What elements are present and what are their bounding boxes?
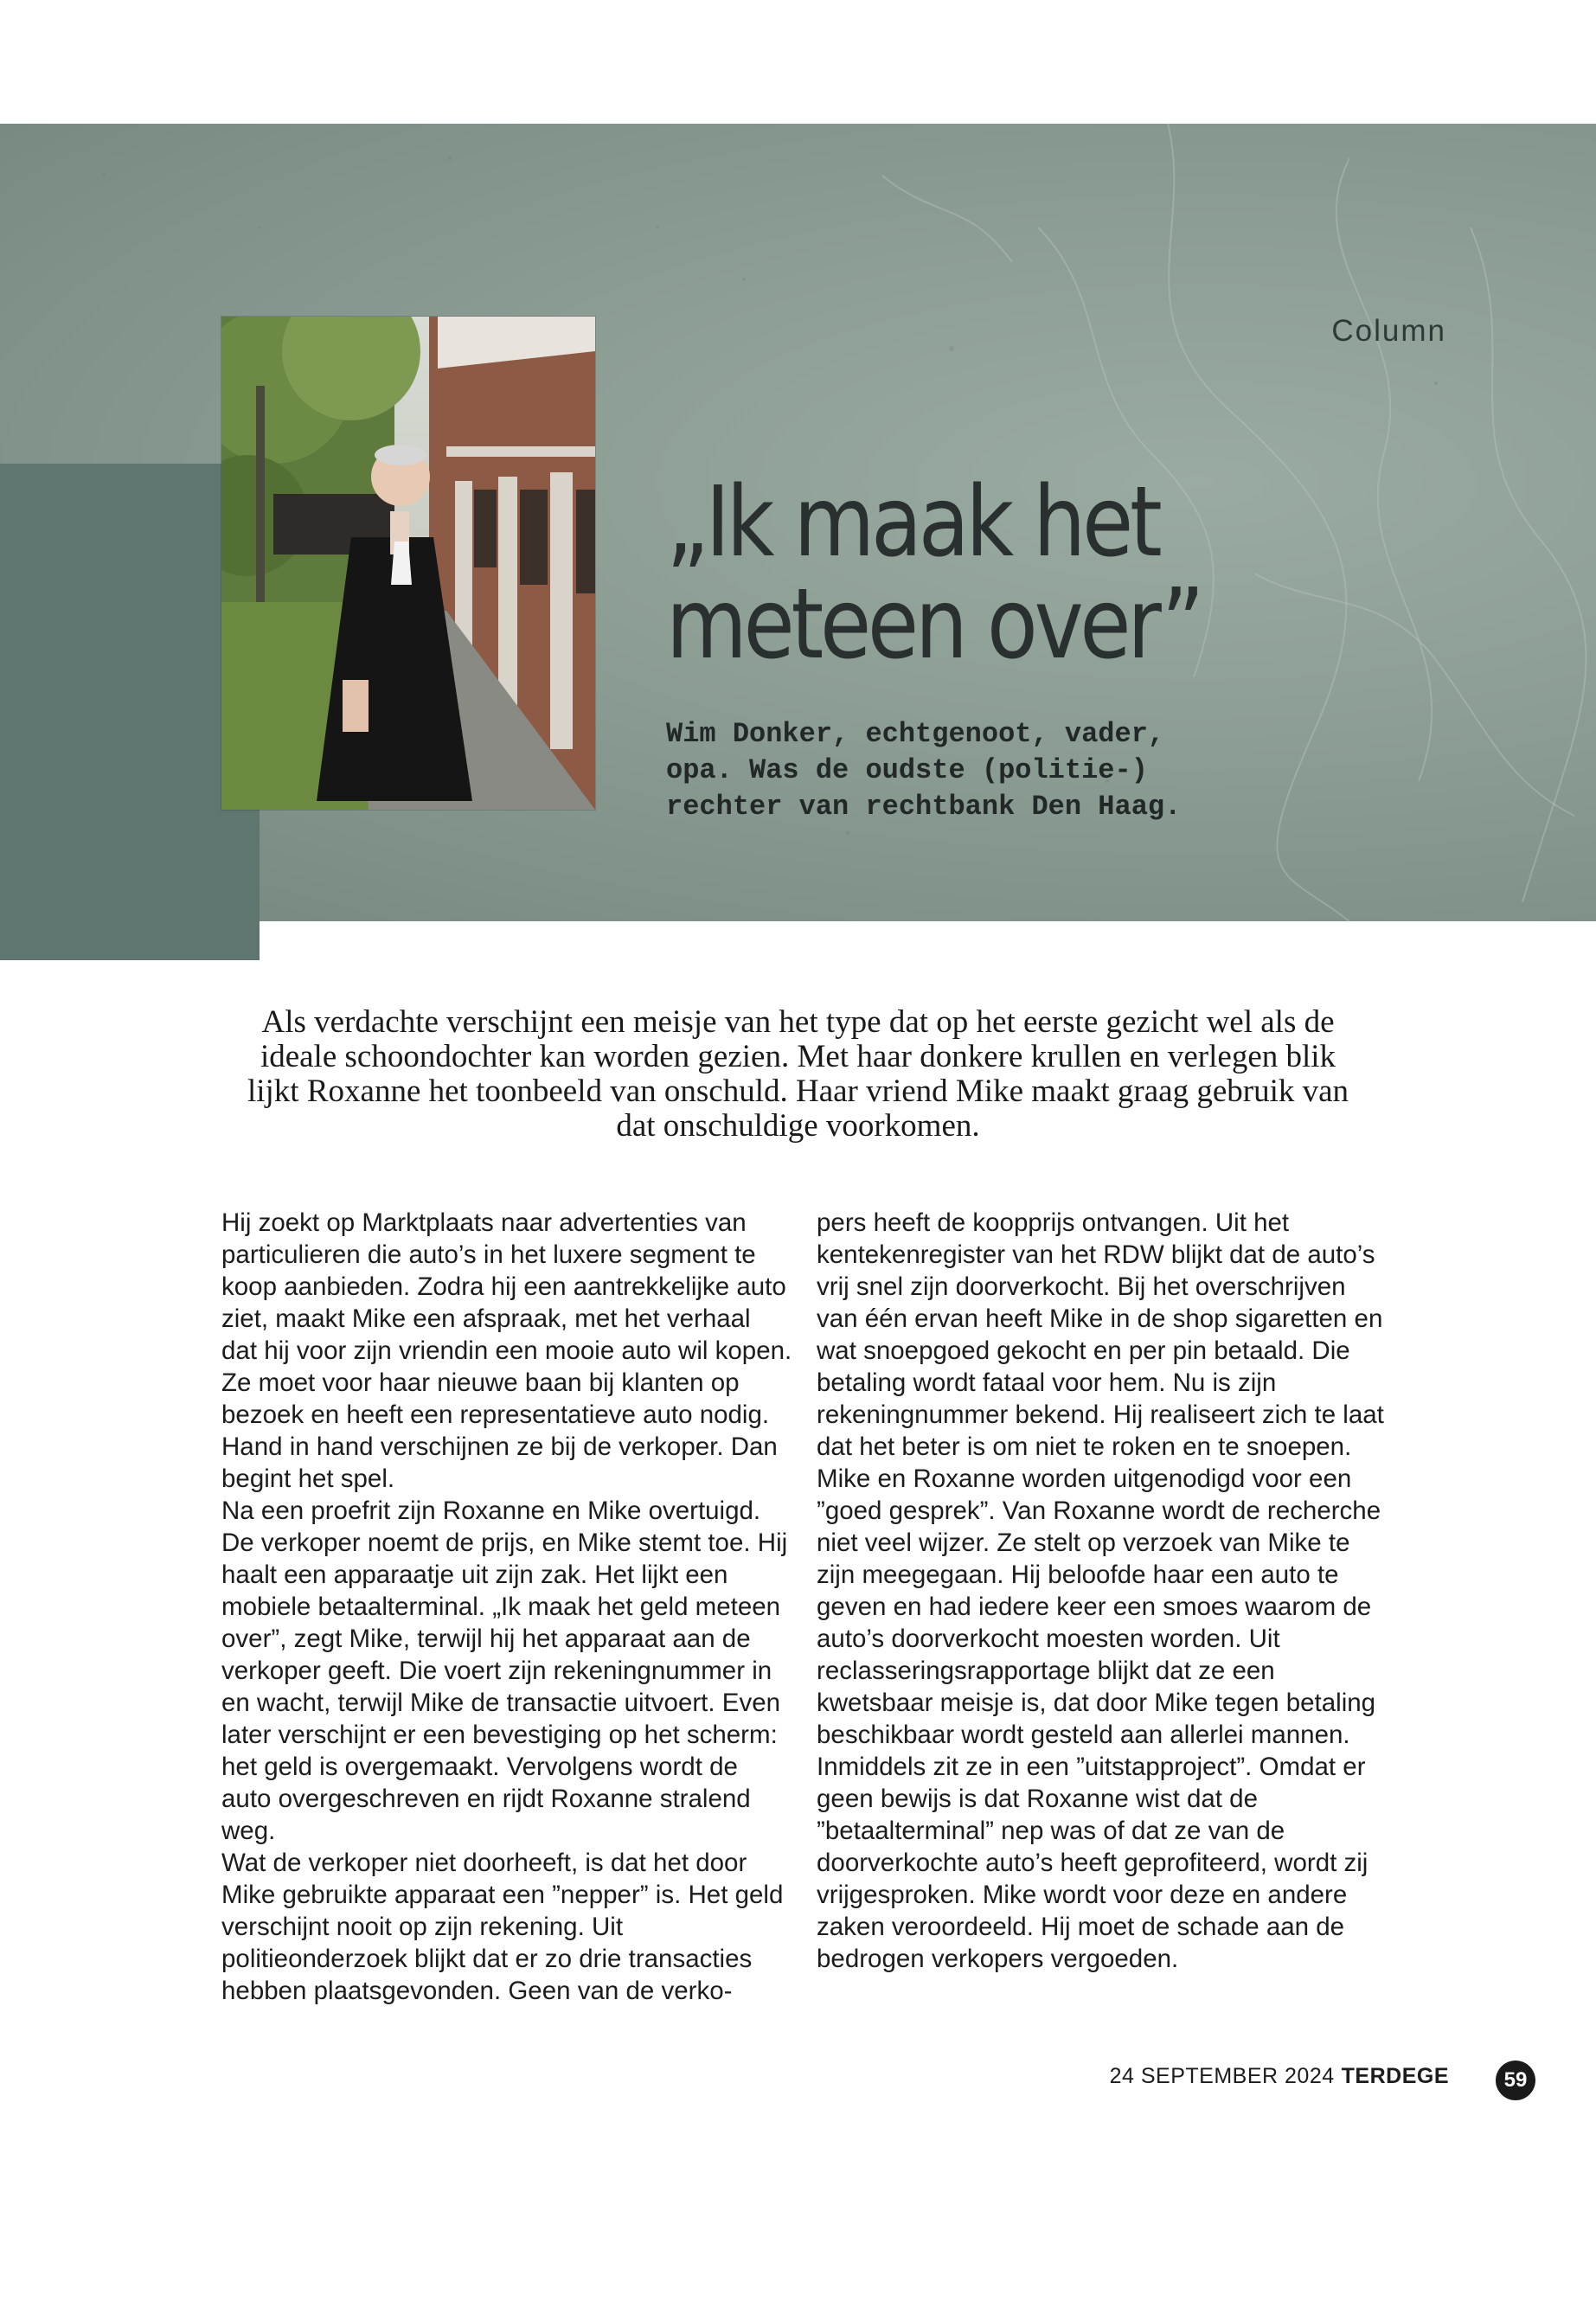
decorative-block: [0, 464, 260, 960]
author-byline: Wim Donker, echtgenoot, vader, opa. Was de oudste (politie-) rechter van rechtbank Den Haag.: [666, 718, 1182, 823]
body-column-left: [221, 1207, 792, 2007]
portrait-photo: [221, 317, 595, 810]
issue-date: 24 SEPTEMBER 2024: [1109, 2064, 1335, 2088]
page-number: 59: [1496, 2061, 1535, 2100]
headline-line-2: meteen over”: [666, 568, 1202, 681]
page-footer: [1110, 2064, 1449, 2089]
body-paragraph: pers heeft de koopprijs ontvangen. Uit het kentekenregister van het RDW blijkt dat de auto’s vrij snel zijn doorverkocht. Bij het overschrijven van één ervan heeft Mike in de shop sigaretten en wat snoepgoed gekocht en per pin betaald. Die betaling wordt fataal voor hem. Nu is zijn rekeningnummer bekend. Hij realiseert zich te laat dat het beter is om niet te roken en te snoepen.: [817, 1208, 1384, 1461]
body-paragraph: Na een proefrit zijn Roxanne en Mike overtuigd. De verkoper noemt de prijs, en Mike stemt toe. Hij haalt een apparaatje uit zijn zak. Het lijkt een mobiele betaalterminal. „Ik maak het geld meteen over”, zegt Mike, terwijl hij het apparaat aan de verkoper geeft. Die voert zijn rekeningnummer in en wacht, terwijl Mike de transactie uitvoert. Even later verschijnt er een bevestiging op het scherm: het geld is overgemaakt. Vervolgens wordt de auto overgeschreven en rijdt Roxanne stralend weg.: [221, 1497, 788, 1845]
intro-paragraph: Als verdachte verschijnt een meisje van het type dat op het eerste gezicht wel als de ideale schoondochter kan worden gezien. Met haar donkere krullen en verlegen blik lijkt Roxanne het toonbeeld van onschuld. Haar vriend Mike maakt graag gebruik van dat onschuldige voorkomen.: [247, 1004, 1349, 1144]
headline-line-1: „Ik maak het: [666, 466, 1159, 579]
publication-name: TERDEGE: [1341, 2064, 1449, 2088]
section-label: Column: [1331, 314, 1446, 348]
headline: [666, 466, 1375, 681]
body-column-right: [817, 1207, 1388, 1975]
portrait-illustration: [221, 317, 595, 810]
body-paragraph: Hij zoekt op Marktplaats naar advertenties van particulieren die auto’s in het luxere segment te koop aanbieden. Zodra hij een aantrekkelijke auto ziet, maakt Mike een afspraak, met het verhaal dat hij voor zijn vriendin een mooie auto wil kopen. Ze moet voor haar nieuwe baan bij klanten op bezoek en heeft een representatieve auto nodig. Hand in hand verschijnen ze bij de verkoper. Dan begint het spel.: [221, 1208, 792, 1493]
body-paragraph: Wat de verkoper niet doorheeft, is dat het door Mike gebruikte apparaat een ”nepper” is. Het geld verschijnt nooit op zijn rekening. Uit politieonderzoek blijkt dat er zo drie transacties hebben plaatsgevonden. Geen van de verko-: [221, 1849, 784, 2005]
body-paragraph: Mike en Roxanne worden uitgenodigd voor een ”goed gesprek”. Van Roxanne wordt de recherche niet veel wijzer. Ze stelt op verzoek van Mike te zijn meegegaan. Hij beloofde haar een auto te geven en had iedere keer een smoes waarom de auto’s doorverkocht moesten worden. Uit reclasseringsrapportage blijkt dat ze een kwetsbaar meisje is, dat door Mike tegen betaling beschikbaar wordt gesteld aan allerlei mannen. Inmiddels zit ze in een ”uitstapproject”. Omdat er geen bewijs is dat Roxanne wist dat de ”betaalterminal” nep was of dat ze van de doorverkochte auto’s heeft geprofiteerd, wordt zij vrijgesproken. Mike wordt voor deze en andere zaken veroordeeld. Hij moet de schade aan de bedrogen verkopers vergoeden.: [817, 1465, 1381, 1973]
